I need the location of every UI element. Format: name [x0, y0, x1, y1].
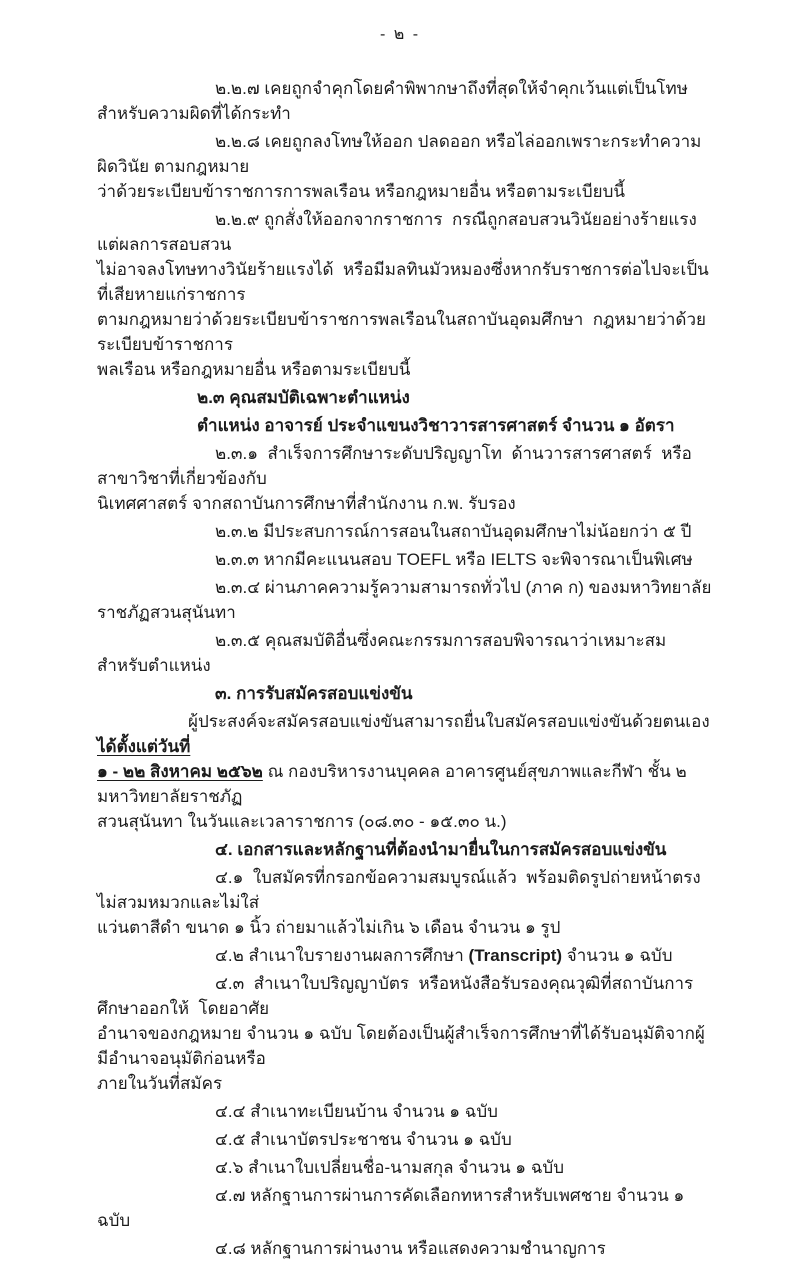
clause-4-3 [97, 971, 715, 1021]
clause-2-2-9-cont-1 [97, 257, 715, 307]
clause-2-3-1 [97, 441, 715, 491]
clause-4-3-cont-1 [97, 1021, 715, 1071]
text-run: ๒.๓ คุณสมบัติเฉพาะตำแหน่ง [197, 388, 410, 407]
clause-2-3-4 [97, 575, 715, 625]
text-run: ๒.๓.๑ สำเร็จการศึกษาระดับปริญญาโท ด้านวารสารศาสตร์ หรือสาขาวิชาที่เกี่ยวข้องกับ [97, 444, 692, 488]
section-3-para-line-3 [97, 809, 715, 834]
clause-2-3-2 [97, 519, 715, 544]
clause-4-1 [97, 865, 715, 915]
text-run: ตำแหน่ง อาจารย์ ประจำแขนงวิชาวารสารศาสตร์ จำนวน ๑ อัตรา [197, 416, 675, 435]
text-run: ๒.๓.๒ มีประสบการณ์การสอนในสถาบันอุดมศึกษาไม่น้อยกว่า ๕ ปี [215, 522, 692, 541]
text-run: ผู้ประสงค์จะสมัครสอบแข่งขันสามารถยื่นใบสมัครสอบแข่งขันด้วยตนเอง [188, 712, 715, 731]
document-body [0, 47, 800, 1261]
text-run: ๔.๘ หลักฐานการผ่านงาน หรือแสดงความชำนาญการ [215, 1239, 606, 1258]
clause-4-5 [97, 1127, 715, 1152]
section-4-heading [97, 837, 715, 862]
emphasis-text: (Transcript) [468, 946, 563, 965]
clause-2-2-9-cont-3 [97, 357, 715, 382]
clause-2-2-9-cont-2 [97, 307, 715, 357]
text-run: ๔.๔ สำเนาทะเบียนบ้าน จำนวน ๑ ฉบับ [215, 1102, 498, 1121]
text-run: สวนสุนันทา ในวันและเวลาราชการ (๐๘.๓๐ - ๑๕.๓๐ น.) [97, 812, 507, 831]
clause-2-3-1-cont [97, 491, 715, 516]
text-run: ๔.๓ สำเนาใบปริญญาบัตร หรือหนังสือรับรองคุณวุฒิที่สถาบันการศึกษาออกให้ โดยอาศัย [97, 974, 694, 1018]
text-run: ๔.๖ สำเนาใบเปลี่ยนชื่อ-นามสกุล จำนวน ๑ ฉบับ [215, 1158, 564, 1177]
clause-4-3-cont-2 [97, 1071, 715, 1096]
text-run: พลเรือน หรือกฎหมายอื่น หรือตามระเบียบนี้ [97, 360, 411, 379]
text-run: นิเทศศาสตร์ จากสถาบันการศึกษาที่สำนักงาน ก.พ. รับรอง [97, 494, 516, 513]
clause-2-2-8-cont [97, 179, 715, 204]
clause-2-2-8 [97, 129, 715, 179]
text-run: จำนวน ๑ ฉบับ [562, 946, 673, 965]
text-run: ๓. การรับสมัครสอบแข่งขัน [215, 684, 413, 703]
page-header [0, 0, 800, 47]
clause-2-2-7 [97, 76, 715, 126]
clause-2-3-3 [97, 547, 715, 572]
section-3-para-line-1 [97, 709, 715, 759]
emphasis-text: ได้ตั้งแต่วันที่ [97, 737, 191, 756]
text-run: ๒.๒.๙ ถูกสั่งให้ออกจากราชการ กรณีถูกสอบสวนวินัยอย่างร้ายแรงแต่ผลการสอบสวน [97, 210, 697, 254]
section-3-para-line-2 [97, 759, 715, 809]
clause-4-2 [97, 943, 715, 968]
emphasis-text: ๑ - ๒๒ สิงหาคม ๒๕๖๒ [97, 762, 263, 781]
text-run: ๒.๒.๘ เคยถูกลงโทษให้ออก ปลดออก หรือไล่ออกเพราะกระทำความผิดวินัย ตามกฎหมาย [97, 132, 702, 176]
text-run: ภายในวันที่สมัคร [97, 1074, 223, 1093]
clause-4-7 [97, 1183, 715, 1233]
text-run: ๔. เอกสารและหลักฐานที่ต้องนำมายื่นในการสมัครสอบแข่งขัน [215, 840, 667, 859]
text-run: อำนาจของกฎหมาย จำนวน ๑ ฉบับ โดยต้องเป็นผู้สำเร็จการศึกษาที่ได้รับอนุมัติจากผู้มีอำนาจอนุมัติก่อนหรือ [97, 1024, 705, 1068]
text-run: ไม่อาจลงโทษทางวินัยร้ายแรงได้ หรือมีมลทินมัวหมองซึ่งหากรับราชการต่อไปจะเป็นที่เสียหายแก่ราชการ [97, 260, 709, 304]
clause-4-4 [97, 1099, 715, 1124]
clause-2-2-9 [97, 207, 715, 257]
text-run: ๒.๓.๓ หากมีคะแนนสอบ TOEFL หรือ IELTS จะพิจารณาเป็นพิเศษ [215, 550, 693, 569]
text-run: ณ กองบริหารงานบุคคล อาคารศูนย์สุขภาพและกีฬา ชั้น ๒ มหาวิทยาลัยราชภัฏ [97, 762, 692, 806]
clause-4-6 [97, 1155, 715, 1180]
text-run: แว่นตาสีดำ ขนาด ๑ นิ้ว ถ่ายมาแล้วไม่เกิน ๖ เดือน จำนวน ๑ รูป [97, 918, 561, 937]
section-2-3-heading [97, 385, 715, 410]
text-run: ๒.๒.๗ เคยถูกจำคุกโดยคำพิพากษาถึงที่สุดให้จำคุกเว้นแต่เป็นโทษสำหรับความผิดที่ได้กระทำ [97, 79, 688, 123]
section-3-heading [97, 681, 715, 706]
clause-4-8 [97, 1236, 715, 1261]
clause-2-3-5 [97, 628, 715, 678]
text-run: ๔.๗ หลักฐานการผ่านการคัดเลือกทหารสำหรับเพศชาย จำนวน ๑ ฉบับ [97, 1186, 690, 1230]
text-run: ๔.๒ สำเนาใบรายงานผลการศึกษา [215, 946, 469, 965]
text-run: ตามกฎหมายว่าด้วยระเบียบข้าราชการพลเรือนในสถาบันอุดมศึกษา กฎหมายว่าด้วยระเบียบข้าราชการ [97, 310, 706, 354]
text-run: ว่าด้วยระเบียบข้าราชการการพลเรือน หรือกฎหมายอื่น หรือตามระเบียบนี้ [97, 182, 625, 201]
text-run: ๔.๑ ใบสมัครที่กรอกข้อความสมบูรณ์แล้ว พร้อมติดรูปถ่ายหน้าตรง ไม่สวมหมวกและไม่ใส่ [97, 868, 711, 912]
text-run: ๒.๓.๕ คุณสมบัติอื่นซึ่งคณะกรรมการสอบพิจารณาว่าเหมาะสมสำหรับตำแหน่ง [97, 631, 667, 675]
text-run: ๔.๕ สำเนาบัตรประชาชน จำนวน ๑ ฉบับ [215, 1130, 512, 1149]
page-number: - ๒ - [379, 26, 421, 43]
clause-4-1-cont [97, 915, 715, 940]
position-heading [97, 413, 715, 438]
text-run: ๒.๓.๔ ผ่านภาคความรู้ความสามารถทั่วไป (ภาค ก) ของมหาวิทยาลัยราชภัฏสวนสุนันทา [97, 578, 712, 622]
